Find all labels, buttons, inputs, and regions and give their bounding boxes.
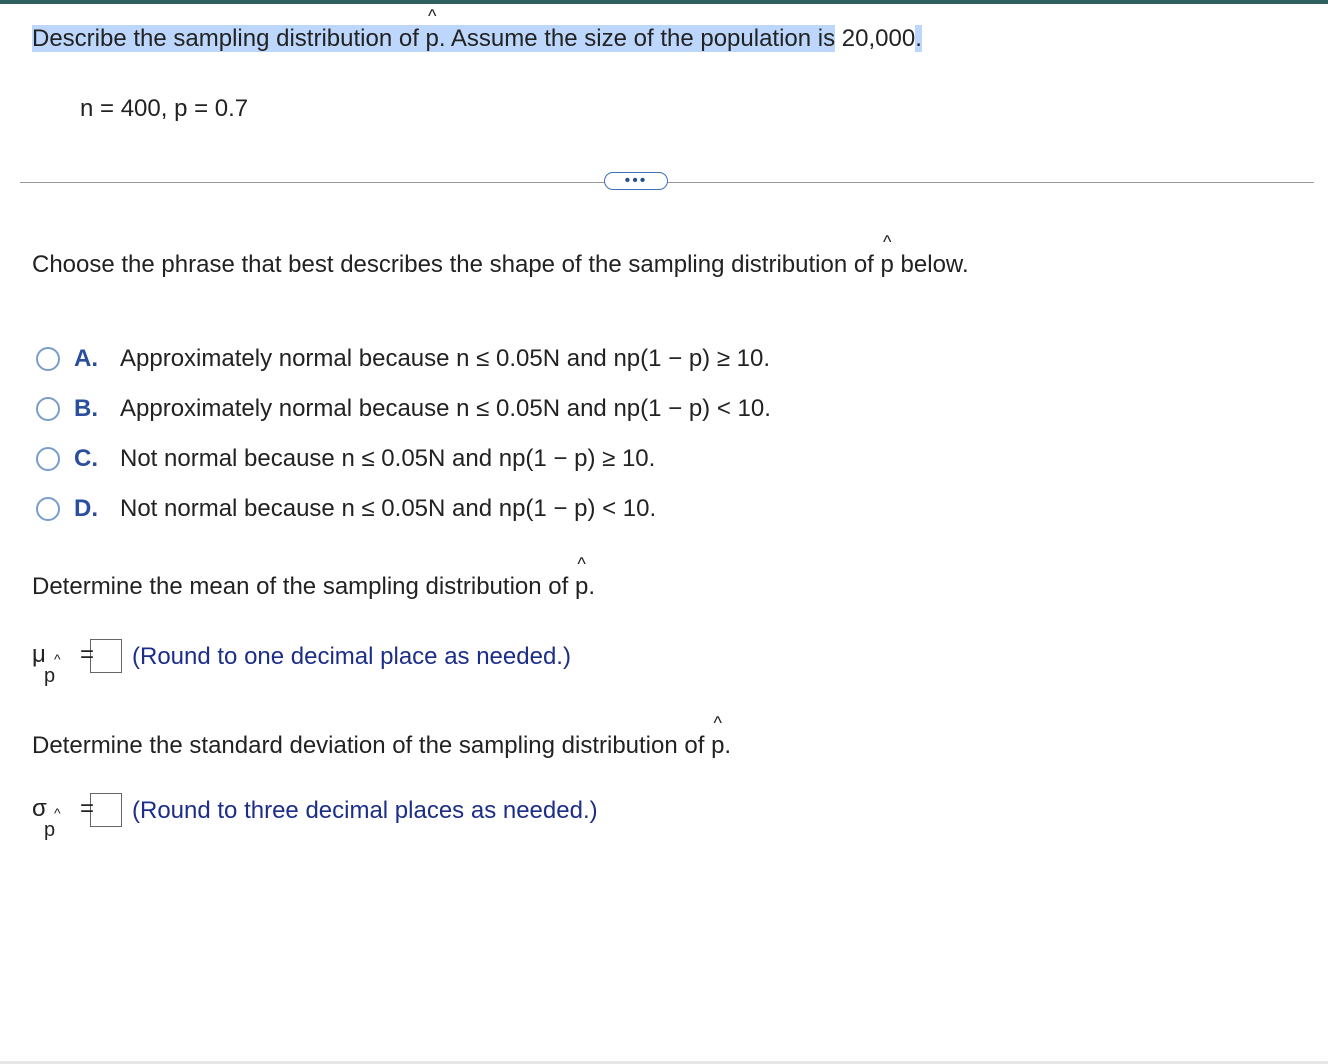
mean-answer-row <box>32 637 571 687</box>
mu-glyph: μ <box>32 641 46 668</box>
mean-rounding-hint: (Round to one decimal place as needed.) <box>132 643 571 670</box>
option-letter: A. <box>74 345 98 372</box>
part1-prompt <box>32 232 969 280</box>
option-a[interactable] <box>36 334 771 384</box>
part1-prompt-text: Choose the phrase that best describes the shape of the sampling distribution of <box>32 251 881 278</box>
question-title <box>32 6 922 54</box>
mean-answer-input[interactable] <box>90 639 122 673</box>
question-title-period: . <box>915 25 922 52</box>
hat-glyph: ^ <box>577 554 586 574</box>
question-title-text: Describe the sampling distribution of <box>32 25 426 52</box>
option-letter: D. <box>74 495 98 522</box>
phat-letter: p <box>711 732 725 759</box>
hat-glyph: ^ <box>54 805 61 821</box>
radio-icon[interactable] <box>36 397 60 421</box>
phat-symbol <box>574 554 589 602</box>
sd-answer-row <box>32 791 598 841</box>
option-letter: C. <box>74 445 98 472</box>
option-text: Not normal because n ≤ 0.05N and np(1 − p) < 10. <box>120 495 657 522</box>
phat-symbol <box>880 232 894 280</box>
part3-prompt-text: Determine the standard deviation of the sampling distribution of <box>32 732 712 759</box>
hat-glyph: ^ <box>54 651 61 667</box>
part2-prompt-text-after: . <box>588 573 595 600</box>
equals-sign: = <box>80 795 95 822</box>
option-text: Not normal because n ≤ 0.05N and np(1 − p) ≥ 10. <box>120 445 656 472</box>
sigma-glyph: σ <box>32 795 47 822</box>
part3-prompt-text-after: . <box>724 732 732 759</box>
option-text: Approximately normal because n ≤ 0.05N and np(1 − p) < 10. <box>120 395 771 422</box>
given-values: n = 400, p = 0.7 <box>80 95 249 122</box>
question-title-text-after: . Assume the size of the population is <box>438 25 836 52</box>
hat-glyph: ^ <box>427 6 437 26</box>
radio-icon[interactable] <box>36 447 60 471</box>
question-title-highlight <box>32 6 836 52</box>
shape-options <box>36 334 771 534</box>
population-size: 20,000 <box>841 25 916 52</box>
sd-answer-input[interactable] <box>90 793 122 827</box>
option-c[interactable] <box>36 434 771 484</box>
sd-rounding-hint: (Round to three decimal places as needed.) <box>132 797 598 824</box>
phat-symbol <box>711 713 725 761</box>
phat-symbol <box>425 6 439 54</box>
part2-prompt <box>32 554 595 602</box>
more-button[interactable]: ••• <box>604 172 668 190</box>
equals-sign: = <box>80 641 95 668</box>
phat-letter: p <box>425 25 439 52</box>
part3-prompt <box>32 713 732 761</box>
hat-glyph: ^ <box>882 232 892 252</box>
phat-subscript: p <box>44 665 56 687</box>
top-accent-bar <box>0 0 1328 4</box>
option-b[interactable] <box>36 384 771 434</box>
option-d[interactable] <box>36 484 771 534</box>
option-text: Approximately normal because n ≤ 0.05N and np(1 − p) ≥ 10. <box>120 345 771 372</box>
phat-subscript: p <box>44 819 56 841</box>
mean-symbol <box>32 637 95 687</box>
hat-glyph: ^ <box>713 713 722 733</box>
part1-prompt-text-after: below. <box>893 251 969 278</box>
radio-icon[interactable] <box>36 347 60 371</box>
part2-prompt-text: Determine the mean of the sampling distribution of <box>32 573 575 600</box>
phat-letter: p <box>880 251 894 278</box>
radio-icon[interactable] <box>36 497 60 521</box>
option-letter: B. <box>74 395 98 422</box>
phat-letter: p <box>574 573 589 600</box>
sd-symbol <box>32 791 95 841</box>
